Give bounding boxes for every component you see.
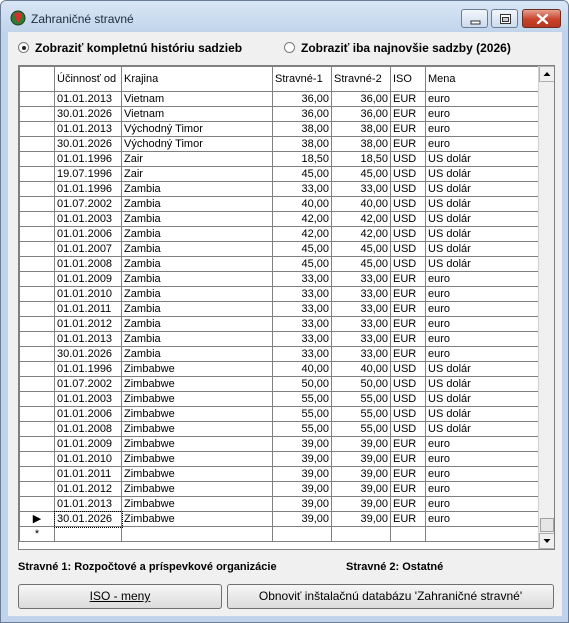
cell-iso[interactable]: USD bbox=[391, 362, 426, 377]
row-selector[interactable] bbox=[20, 497, 55, 512]
cell-stravne1[interactable]: 33,00 bbox=[273, 182, 332, 197]
table-row[interactable] bbox=[20, 137, 539, 152]
cell-date[interactable]: 01.01.2013 bbox=[55, 122, 122, 137]
row-selector[interactable] bbox=[20, 242, 55, 257]
cell-iso[interactable]: EUR bbox=[391, 302, 426, 317]
cell-stravne1[interactable]: 36,00 bbox=[273, 107, 332, 122]
cell-date[interactable]: 01.01.2011 bbox=[55, 302, 122, 317]
close-button[interactable] bbox=[522, 9, 561, 28]
cell-stravne1[interactable]: 40,00 bbox=[273, 197, 332, 212]
cell-currency[interactable]: euro bbox=[426, 107, 539, 122]
row-selector[interactable] bbox=[20, 182, 55, 197]
cell-iso[interactable]: USD bbox=[391, 407, 426, 422]
cell-iso[interactable]: USD bbox=[391, 167, 426, 182]
cell-date[interactable]: 01.07.2002 bbox=[55, 377, 122, 392]
row-selector[interactable] bbox=[20, 407, 55, 422]
cell-stravne2[interactable]: 18,50 bbox=[332, 152, 391, 167]
cell-currency[interactable]: US dolár bbox=[426, 407, 539, 422]
cell-currency[interactable]: euro bbox=[426, 122, 539, 137]
vertical-scrollbar[interactable] bbox=[538, 66, 555, 549]
table-row[interactable] bbox=[20, 92, 539, 107]
new-row-cell[interactable] bbox=[332, 527, 391, 542]
table-row[interactable] bbox=[20, 512, 539, 527]
cell-currency[interactable]: euro bbox=[426, 482, 539, 497]
cell-stravne1[interactable]: 33,00 bbox=[273, 272, 332, 287]
new-row-cell[interactable] bbox=[55, 527, 122, 542]
cell-currency[interactable]: US dolár bbox=[426, 197, 539, 212]
cell-iso[interactable]: EUR bbox=[391, 92, 426, 107]
cell-date[interactable]: 01.01.2012 bbox=[55, 482, 122, 497]
cell-stravne1[interactable]: 50,00 bbox=[273, 377, 332, 392]
table-row[interactable] bbox=[20, 182, 539, 197]
table-row[interactable] bbox=[20, 257, 539, 272]
cell-stravne2[interactable]: 50,00 bbox=[332, 377, 391, 392]
cell-stravne2[interactable]: 36,00 bbox=[332, 92, 391, 107]
row-selector[interactable] bbox=[20, 92, 55, 107]
cell-country[interactable]: Zimbabwe bbox=[122, 497, 273, 512]
cell-date[interactable]: 19.07.1996 bbox=[55, 167, 122, 182]
table-row[interactable] bbox=[20, 422, 539, 437]
cell-stravne1[interactable]: 36,00 bbox=[273, 92, 332, 107]
cell-currency[interactable]: US dolár bbox=[426, 242, 539, 257]
cell-stravne1[interactable]: 39,00 bbox=[273, 482, 332, 497]
cell-stravne2[interactable]: 39,00 bbox=[332, 452, 391, 467]
cell-currency[interactable]: euro bbox=[426, 287, 539, 302]
cell-date[interactable]: 30.01.2026 bbox=[55, 137, 122, 152]
cell-stravne2[interactable]: 33,00 bbox=[332, 347, 391, 362]
restore-database-button[interactable] bbox=[227, 584, 554, 609]
row-selector[interactable] bbox=[20, 167, 55, 182]
scroll-thumb[interactable] bbox=[540, 518, 554, 532]
cell-stravne1[interactable]: 55,00 bbox=[273, 407, 332, 422]
rates-grid[interactable] bbox=[18, 65, 555, 550]
cell-stravne1[interactable]: 39,00 bbox=[273, 497, 332, 512]
cell-stravne2[interactable]: 33,00 bbox=[332, 302, 391, 317]
cell-stravne1[interactable]: 55,00 bbox=[273, 392, 332, 407]
cell-date[interactable]: 01.01.1996 bbox=[55, 152, 122, 167]
cell-currency[interactable]: US dolár bbox=[426, 167, 539, 182]
legend-stravne2: Stravné 2: Ostatné bbox=[346, 561, 444, 573]
cell-date[interactable]: 01.01.2008 bbox=[55, 257, 122, 272]
cell-country[interactable]: Zambia bbox=[122, 287, 273, 302]
cell-stravne2[interactable]: 39,00 bbox=[332, 497, 391, 512]
table-row[interactable] bbox=[20, 497, 539, 512]
cell-iso[interactable]: USD bbox=[391, 197, 426, 212]
table-row[interactable] bbox=[20, 332, 539, 347]
row-selector[interactable] bbox=[20, 347, 55, 362]
cell-date[interactable]: 01.01.2010 bbox=[55, 452, 122, 467]
table-row[interactable] bbox=[20, 212, 539, 227]
cell-date[interactable]: 01.01.2006 bbox=[55, 407, 122, 422]
new-row-cell[interactable] bbox=[122, 527, 273, 542]
cell-currency[interactable]: euro bbox=[426, 437, 539, 452]
cell-stravne2[interactable]: 55,00 bbox=[332, 422, 391, 437]
cell-date[interactable]: 01.01.2009 bbox=[55, 437, 122, 452]
cell-iso[interactable]: EUR bbox=[391, 482, 426, 497]
cell-iso[interactable]: EUR bbox=[391, 332, 426, 347]
dialog-body bbox=[8, 32, 562, 616]
new-row[interactable] bbox=[20, 527, 539, 542]
iso-currencies-button[interactable] bbox=[18, 584, 222, 609]
cell-country[interactable]: Zambia bbox=[122, 257, 273, 272]
cell-date[interactable]: 30.01.2026 bbox=[55, 107, 122, 122]
row-selector[interactable] bbox=[20, 152, 55, 167]
row-selector[interactable] bbox=[20, 317, 55, 332]
cell-stravne1[interactable]: 45,00 bbox=[273, 257, 332, 272]
cell-date[interactable]: 01.01.2012 bbox=[55, 317, 122, 332]
cell-stravne1[interactable]: 42,00 bbox=[273, 212, 332, 227]
cell-country[interactable]: Zimbabwe bbox=[122, 407, 273, 422]
table-row[interactable] bbox=[20, 302, 539, 317]
cell-currency[interactable]: US dolár bbox=[426, 227, 539, 242]
col-header-ucinnost[interactable]: Účinnosť od bbox=[55, 67, 122, 92]
cell-stravne2[interactable]: 42,00 bbox=[332, 227, 391, 242]
radio-button-selected[interactable] bbox=[18, 42, 29, 53]
row-selector[interactable] bbox=[20, 437, 55, 452]
table-row[interactable] bbox=[20, 392, 539, 407]
arrow-down-icon bbox=[540, 534, 554, 548]
iso-currencies-button-label: ISO - meny bbox=[89, 589, 151, 603]
cell-country[interactable]: Zimbabwe bbox=[122, 512, 273, 527]
restore-database-button-label: Obnoviť inštalačnú databázu 'Zahraničné stravné' bbox=[258, 589, 523, 603]
row-selector[interactable] bbox=[20, 392, 55, 407]
cell-currency[interactable]: US dolár bbox=[426, 422, 539, 437]
cell-stravne1[interactable]: 55,00 bbox=[273, 422, 332, 437]
cell-iso[interactable]: USD bbox=[391, 152, 426, 167]
cell-iso[interactable]: USD bbox=[391, 212, 426, 227]
table-row[interactable] bbox=[20, 287, 539, 302]
cell-currency[interactable]: US dolár bbox=[426, 152, 539, 167]
row-selector[interactable] bbox=[20, 227, 55, 242]
cell-country[interactable]: Zambia bbox=[122, 272, 273, 287]
cell-stravne1[interactable]: 42,00 bbox=[273, 227, 332, 242]
row-selector[interactable] bbox=[20, 137, 55, 152]
cell-iso[interactable]: EUR bbox=[391, 512, 426, 527]
title-bar[interactable] bbox=[1, 1, 568, 31]
cell-iso[interactable]: EUR bbox=[391, 497, 426, 512]
col-header-stravne1[interactable]: Stravné-1 bbox=[273, 67, 332, 92]
cell-stravne2[interactable]: 33,00 bbox=[332, 317, 391, 332]
cell-country[interactable]: Zambia bbox=[122, 197, 273, 212]
cell-date[interactable]: 01.01.2013 bbox=[55, 332, 122, 347]
cell-iso[interactable]: USD bbox=[391, 377, 426, 392]
cell-country[interactable]: Zimbabwe bbox=[122, 482, 273, 497]
row-selector[interactable] bbox=[20, 332, 55, 347]
cell-stravne2[interactable]: 36,00 bbox=[332, 107, 391, 122]
cell-stravne2[interactable]: 42,00 bbox=[332, 212, 391, 227]
cell-country[interactable]: Zambia bbox=[122, 242, 273, 257]
table-row[interactable] bbox=[20, 437, 539, 452]
cell-iso[interactable]: USD bbox=[391, 227, 426, 242]
cell-stravne1[interactable]: 33,00 bbox=[273, 317, 332, 332]
cell-country[interactable]: Zambia bbox=[122, 182, 273, 197]
cell-date[interactable]: 01.01.2007 bbox=[55, 242, 122, 257]
cell-date[interactable]: 30.01.2026 bbox=[55, 512, 122, 527]
row-selector[interactable] bbox=[20, 107, 55, 122]
cell-country[interactable]: Zair bbox=[122, 167, 273, 182]
cell-stravne1[interactable]: 18,50 bbox=[273, 152, 332, 167]
cell-country[interactable]: Zimbabwe bbox=[122, 362, 273, 377]
legend-stravne1: Stravné 1: Rozpočtové a príspevkové organizácie bbox=[18, 561, 277, 573]
cell-stravne1[interactable]: 40,00 bbox=[273, 362, 332, 377]
cell-country[interactable]: Zambia bbox=[122, 227, 273, 242]
cell-currency[interactable]: euro bbox=[426, 272, 539, 287]
cell-currency[interactable]: US dolár bbox=[426, 362, 539, 377]
cell-currency[interactable]: euro bbox=[426, 512, 539, 527]
cell-stravne1[interactable]: 33,00 bbox=[273, 347, 332, 362]
cell-iso[interactable]: EUR bbox=[391, 317, 426, 332]
cell-country[interactable]: Vietnam bbox=[122, 92, 273, 107]
row-selector[interactable] bbox=[20, 257, 55, 272]
radio-button-unselected[interactable] bbox=[284, 42, 295, 53]
cell-stravne2[interactable]: 38,00 bbox=[332, 122, 391, 137]
maximize-button[interactable] bbox=[491, 9, 518, 28]
cell-iso[interactable]: EUR bbox=[391, 347, 426, 362]
new-row-indicator: * bbox=[20, 527, 55, 542]
cell-stravne2[interactable]: 33,00 bbox=[332, 332, 391, 347]
cell-iso[interactable]: EUR bbox=[391, 287, 426, 302]
cell-stravne1[interactable]: 33,00 bbox=[273, 287, 332, 302]
row-selector[interactable] bbox=[20, 272, 55, 287]
cell-iso[interactable]: EUR bbox=[391, 437, 426, 452]
row-selector[interactable] bbox=[20, 287, 55, 302]
cell-date[interactable]: 30.01.2026 bbox=[55, 347, 122, 362]
cell-currency[interactable]: euro bbox=[426, 302, 539, 317]
cell-stravne2[interactable]: 40,00 bbox=[332, 362, 391, 377]
cell-currency[interactable]: euro bbox=[426, 452, 539, 467]
scroll-down-button[interactable] bbox=[539, 533, 555, 549]
cell-currency[interactable]: euro bbox=[426, 347, 539, 362]
table-row[interactable] bbox=[20, 167, 539, 182]
cell-country[interactable]: Zimbabwe bbox=[122, 422, 273, 437]
cell-currency[interactable]: US dolár bbox=[426, 377, 539, 392]
cell-stravne2[interactable]: 55,00 bbox=[332, 392, 391, 407]
row-selector[interactable] bbox=[20, 302, 55, 317]
table-row[interactable] bbox=[20, 242, 539, 257]
row-selector[interactable] bbox=[20, 362, 55, 377]
table-row[interactable] bbox=[20, 107, 539, 122]
cell-iso[interactable]: EUR bbox=[391, 122, 426, 137]
new-row-cell[interactable] bbox=[391, 527, 426, 542]
cell-country[interactable]: Zimbabwe bbox=[122, 452, 273, 467]
cell-currency[interactable]: euro bbox=[426, 467, 539, 482]
row-selector[interactable] bbox=[20, 197, 55, 212]
cell-stravne1[interactable]: 39,00 bbox=[273, 452, 332, 467]
row-selector[interactable] bbox=[20, 452, 55, 467]
cell-stravne1[interactable]: 38,00 bbox=[273, 137, 332, 152]
cell-country[interactable]: Zimbabwe bbox=[122, 437, 273, 452]
cell-iso[interactable]: EUR bbox=[391, 137, 426, 152]
cell-iso[interactable]: USD bbox=[391, 257, 426, 272]
close-icon bbox=[523, 10, 562, 29]
row-selector[interactable] bbox=[20, 482, 55, 497]
cell-stravne1[interactable]: 39,00 bbox=[273, 467, 332, 482]
cell-country[interactable]: Vietnam bbox=[122, 107, 273, 122]
cell-currency[interactable]: US dolár bbox=[426, 392, 539, 407]
cell-stravne2[interactable]: 40,00 bbox=[332, 197, 391, 212]
cell-date[interactable]: 01.01.2003 bbox=[55, 212, 122, 227]
app-icon bbox=[10, 10, 26, 26]
cell-stravne2[interactable]: 33,00 bbox=[332, 272, 391, 287]
cell-iso[interactable]: USD bbox=[391, 422, 426, 437]
cell-iso[interactable]: EUR bbox=[391, 272, 426, 287]
cell-date[interactable]: 01.01.1996 bbox=[55, 182, 122, 197]
cell-stravne2[interactable]: 39,00 bbox=[332, 467, 391, 482]
cell-stravne2[interactable]: 39,00 bbox=[332, 512, 391, 527]
cell-stravne1[interactable]: 45,00 bbox=[273, 242, 332, 257]
cell-iso[interactable]: USD bbox=[391, 392, 426, 407]
cell-stravne2[interactable]: 38,00 bbox=[332, 137, 391, 152]
cell-country[interactable]: Zambia bbox=[122, 317, 273, 332]
cell-currency[interactable]: euro bbox=[426, 92, 539, 107]
cell-stravne1[interactable]: 45,00 bbox=[273, 167, 332, 182]
cell-country[interactable]: Východný Timor bbox=[122, 137, 273, 152]
cell-currency[interactable]: US dolár bbox=[426, 182, 539, 197]
col-header-krajina[interactable]: Krajina bbox=[122, 67, 273, 92]
cell-date[interactable]: 01.07.2002 bbox=[55, 197, 122, 212]
cell-iso[interactable]: EUR bbox=[391, 107, 426, 122]
table-row[interactable] bbox=[20, 197, 539, 212]
cell-iso[interactable]: EUR bbox=[391, 452, 426, 467]
new-row-cell[interactable] bbox=[426, 527, 539, 542]
cell-stravne1[interactable]: 33,00 bbox=[273, 302, 332, 317]
header-row bbox=[20, 67, 539, 92]
cell-country[interactable]: Zair bbox=[122, 152, 273, 167]
cell-country[interactable]: Zambia bbox=[122, 347, 273, 362]
cell-country[interactable]: Zimbabwe bbox=[122, 467, 273, 482]
cell-stravne1[interactable]: 39,00 bbox=[273, 512, 332, 527]
minimize-icon bbox=[462, 10, 489, 29]
cell-stravne2[interactable]: 39,00 bbox=[332, 437, 391, 452]
cell-date[interactable]: 01.01.2003 bbox=[55, 392, 122, 407]
col-header-iso[interactable]: ISO bbox=[391, 67, 426, 92]
table-row[interactable] bbox=[20, 122, 539, 137]
window-title: Zahraničné stravné bbox=[31, 12, 134, 26]
cell-date[interactable]: 01.01.2013 bbox=[55, 497, 122, 512]
cell-date[interactable]: 01.01.2013 bbox=[55, 92, 122, 107]
cell-date[interactable]: 01.01.2011 bbox=[55, 467, 122, 482]
cell-date[interactable]: 01.01.2009 bbox=[55, 272, 122, 287]
scroll-up-button[interactable] bbox=[539, 66, 555, 82]
cell-currency[interactable]: euro bbox=[426, 317, 539, 332]
table-row[interactable] bbox=[20, 377, 539, 392]
cell-stravne2[interactable]: 39,00 bbox=[332, 482, 391, 497]
radio-full-history-label: Zobraziť kompletnú históriu sadzieb bbox=[35, 41, 243, 55]
new-row-cell[interactable] bbox=[273, 527, 332, 542]
table-row[interactable] bbox=[20, 362, 539, 377]
cell-country[interactable]: Zambia bbox=[122, 332, 273, 347]
cell-country[interactable]: Zimbabwe bbox=[122, 377, 273, 392]
cell-country[interactable]: Zambia bbox=[122, 212, 273, 227]
cell-country[interactable]: Zimbabwe bbox=[122, 392, 273, 407]
rates-table bbox=[19, 66, 539, 542]
table-row[interactable] bbox=[20, 227, 539, 242]
table-row[interactable] bbox=[20, 347, 539, 362]
cell-stravne2[interactable]: 33,00 bbox=[332, 182, 391, 197]
cell-stravne2[interactable]: 45,00 bbox=[332, 242, 391, 257]
maximize-icon bbox=[492, 10, 519, 29]
cell-currency[interactable]: euro bbox=[426, 332, 539, 347]
cell-stravne2[interactable]: 45,00 bbox=[332, 167, 391, 182]
table-row[interactable] bbox=[20, 317, 539, 332]
cell-date[interactable]: 01.01.2010 bbox=[55, 287, 122, 302]
cell-date[interactable]: 01.01.2008 bbox=[55, 422, 122, 437]
cell-iso[interactable]: USD bbox=[391, 242, 426, 257]
cell-currency[interactable]: euro bbox=[426, 497, 539, 512]
cell-stravne2[interactable]: 33,00 bbox=[332, 287, 391, 302]
cell-country[interactable]: Zambia bbox=[122, 302, 273, 317]
cell-date[interactable]: 01.01.2006 bbox=[55, 227, 122, 242]
cell-iso[interactable]: USD bbox=[391, 182, 426, 197]
row-selector[interactable] bbox=[20, 467, 55, 482]
cell-stravne2[interactable]: 55,00 bbox=[332, 407, 391, 422]
table-row[interactable] bbox=[20, 482, 539, 497]
cell-date[interactable]: 01.01.1996 bbox=[55, 362, 122, 377]
table-row[interactable] bbox=[20, 152, 539, 167]
current-row-indicator[interactable]: ▶ bbox=[20, 512, 55, 527]
cell-currency[interactable]: US dolár bbox=[426, 212, 539, 227]
arrow-up-icon bbox=[540, 67, 554, 81]
cell-stravne1[interactable]: 39,00 bbox=[273, 437, 332, 452]
radio-latest-only-label: Zobraziť iba najnovšie sadzby (2026) bbox=[301, 41, 511, 55]
table-row[interactable] bbox=[20, 407, 539, 422]
table-row[interactable] bbox=[20, 272, 539, 287]
cell-currency[interactable]: US dolár bbox=[426, 257, 539, 272]
cell-stravne1[interactable]: 33,00 bbox=[273, 332, 332, 347]
cell-country[interactable]: Východný Timor bbox=[122, 122, 273, 137]
row-selector[interactable] bbox=[20, 212, 55, 227]
cell-iso[interactable]: EUR bbox=[391, 467, 426, 482]
col-header-stravne2[interactable]: Stravné-2 bbox=[332, 67, 391, 92]
cell-currency[interactable]: euro bbox=[426, 137, 539, 152]
row-indicator-header bbox=[20, 67, 55, 92]
minimize-button[interactable] bbox=[461, 9, 488, 28]
row-selector[interactable] bbox=[20, 422, 55, 437]
table-row[interactable] bbox=[20, 467, 539, 482]
row-selector[interactable] bbox=[20, 377, 55, 392]
cell-stravne1[interactable]: 38,00 bbox=[273, 122, 332, 137]
cell-stravne2[interactable]: 45,00 bbox=[332, 257, 391, 272]
row-selector[interactable] bbox=[20, 122, 55, 137]
table-row[interactable] bbox=[20, 452, 539, 467]
col-header-mena[interactable]: Mena bbox=[426, 67, 539, 92]
